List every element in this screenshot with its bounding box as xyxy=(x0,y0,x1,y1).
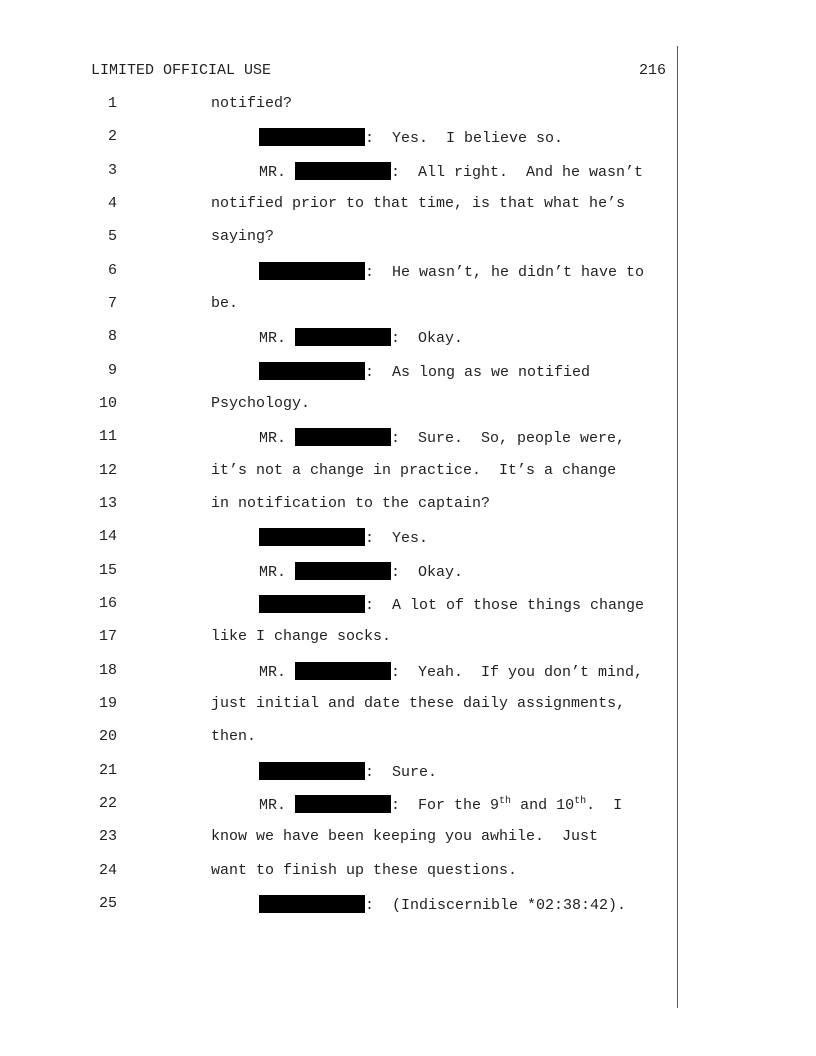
speaker-line xyxy=(259,528,428,547)
transcript-line xyxy=(0,795,816,817)
page-number: 216 xyxy=(638,62,666,79)
line-number: 9 xyxy=(107,362,117,379)
line-text: : Okay. xyxy=(391,330,464,347)
ordinal-suffix: th xyxy=(574,796,587,807)
transcript-line xyxy=(0,595,816,617)
transcript-line xyxy=(0,862,816,884)
line-number: 25 xyxy=(98,895,117,912)
speaker-prefix: MR. xyxy=(259,664,296,681)
speaker-line xyxy=(259,895,626,914)
speaker-prefix: MR. xyxy=(259,330,296,347)
line-number: 6 xyxy=(107,262,117,279)
speaker-line xyxy=(259,762,437,781)
line-text: : Sure. xyxy=(365,764,438,781)
speaker-line xyxy=(259,428,625,447)
line-text: : Yeah. If you don’t mind, xyxy=(391,664,644,681)
line-text: : Sure. So, people were, xyxy=(391,430,626,447)
line-number: 2 xyxy=(107,128,117,145)
line-text: just initial and date these daily assignments, xyxy=(211,695,626,712)
speaker-line xyxy=(259,128,563,147)
line-number: 8 xyxy=(107,328,117,345)
redacted-name xyxy=(295,562,391,580)
line-text: know we have been keeping you awhile. Just xyxy=(211,828,599,845)
line-number: 24 xyxy=(98,862,117,879)
redacted-name xyxy=(295,162,391,180)
transcript-line xyxy=(0,328,816,350)
transcript-line xyxy=(0,628,816,650)
transcript-line xyxy=(0,895,816,917)
speaker-line xyxy=(259,328,463,347)
transcript-line xyxy=(0,462,816,484)
transcript-line xyxy=(0,495,816,517)
line-text: saying? xyxy=(211,228,275,245)
speaker-prefix: MR. xyxy=(259,430,296,447)
line-number: 4 xyxy=(107,195,117,212)
transcript-line xyxy=(0,128,816,150)
speaker-line xyxy=(259,162,643,181)
line-number: 18 xyxy=(98,662,117,679)
line-text: : (Indiscernible *02:38:42). xyxy=(365,897,627,914)
speaker-prefix: MR. xyxy=(259,164,296,181)
line-number: 10 xyxy=(98,395,117,412)
line-text-part: and 10 xyxy=(511,797,575,814)
line-text: it’s not a change in practice. It’s a change xyxy=(211,462,617,479)
line-number: 14 xyxy=(98,528,117,545)
redacted-name xyxy=(259,362,365,380)
line-text: notified? xyxy=(211,95,293,112)
line-number: 13 xyxy=(98,495,117,512)
line-text-part: : For the 9 xyxy=(391,797,500,814)
line-number: 21 xyxy=(98,762,117,779)
transcript-line xyxy=(0,295,816,317)
speaker-line xyxy=(259,595,644,614)
speaker-line xyxy=(259,262,644,281)
line-number: 7 xyxy=(107,295,117,312)
line-text: : As long as we notified xyxy=(365,364,591,381)
speaker-line xyxy=(259,562,463,581)
ordinal-suffix: th xyxy=(499,796,512,807)
line-number: 22 xyxy=(98,795,117,812)
line-text: want to finish up these questions. xyxy=(211,862,518,879)
line-number: 17 xyxy=(98,628,117,645)
line-text: : Okay. xyxy=(391,564,464,581)
page-header-classification: LIMITED OFFICIAL USE xyxy=(91,62,272,79)
line-text: then. xyxy=(211,728,257,745)
transcript-line xyxy=(0,228,816,250)
line-text: be. xyxy=(211,295,239,312)
transcript-line xyxy=(0,162,816,184)
line-number: 5 xyxy=(107,228,117,245)
line-text: notified prior to that time, is that what he’s xyxy=(211,195,626,212)
transcript-line xyxy=(0,828,816,850)
speaker-line xyxy=(259,362,590,381)
speaker-line xyxy=(259,662,643,681)
redacted-name xyxy=(259,128,365,146)
speaker-prefix: MR. xyxy=(259,564,296,581)
line-number: 1 xyxy=(107,95,117,112)
transcript-line xyxy=(0,395,816,417)
line-number: 23 xyxy=(98,828,117,845)
line-text: : Yes. I believe so. xyxy=(365,130,564,147)
redacted-name xyxy=(295,428,391,446)
line-text: : All right. And he wasn’t xyxy=(391,164,644,181)
redacted-name xyxy=(259,528,365,546)
line-text: Psychology. xyxy=(211,395,311,412)
redacted-name xyxy=(295,328,391,346)
line-number: 19 xyxy=(98,695,117,712)
line-text: : A lot of those things change xyxy=(365,597,645,614)
line-number: 3 xyxy=(107,162,117,179)
redacted-name xyxy=(259,595,365,613)
line-number: 11 xyxy=(98,428,117,445)
transcript-line xyxy=(0,562,816,584)
line-number: 20 xyxy=(98,728,117,745)
line-text: in notification to the captain? xyxy=(211,495,491,512)
transcript-line xyxy=(0,262,816,284)
line-text: : Yes. xyxy=(365,530,429,547)
speaker-prefix: MR. xyxy=(259,797,296,814)
line-number: 16 xyxy=(98,595,117,612)
line-text: : He wasn’t, he didn’t have to xyxy=(365,264,645,281)
transcript-line xyxy=(0,195,816,217)
transcript-line xyxy=(0,728,816,750)
transcript-line xyxy=(0,695,816,717)
redacted-name xyxy=(259,762,365,780)
line-number: 15 xyxy=(98,562,117,579)
speaker-line xyxy=(259,795,622,814)
line-text-part: . I xyxy=(586,797,623,814)
transcript-line xyxy=(0,428,816,450)
transcript-line xyxy=(0,528,816,550)
transcript-line xyxy=(0,362,816,384)
transcript-line xyxy=(0,95,816,117)
transcript-line xyxy=(0,762,816,784)
redacted-name xyxy=(295,662,391,680)
line-number: 12 xyxy=(98,462,117,479)
redacted-name xyxy=(295,795,391,813)
line-text: like I change socks. xyxy=(211,628,392,645)
redacted-name xyxy=(259,262,365,280)
transcript-line xyxy=(0,662,816,684)
redacted-name xyxy=(259,895,365,913)
